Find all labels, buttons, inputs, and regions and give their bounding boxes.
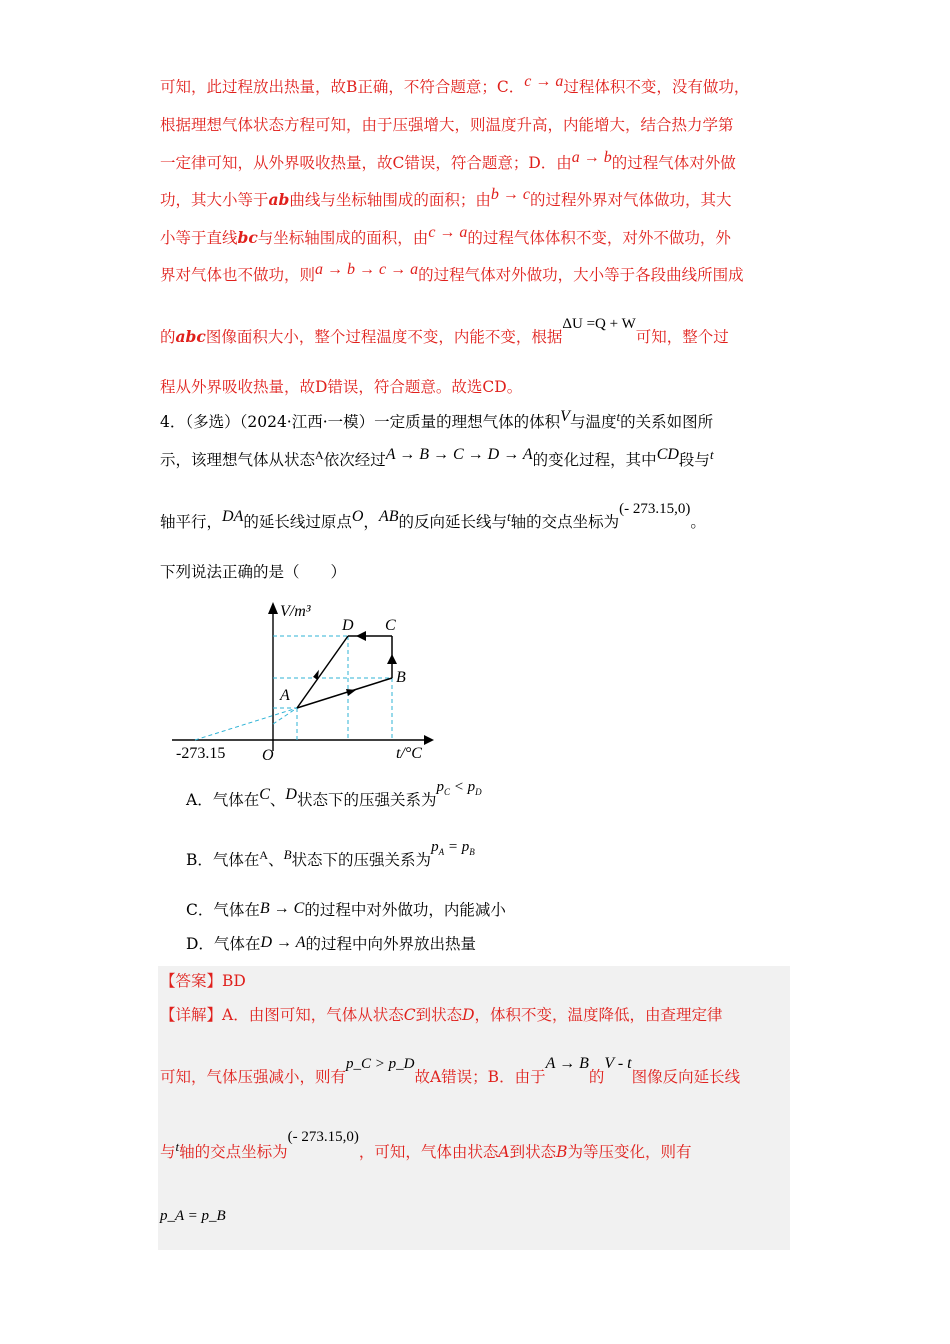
prev-line-8: 程从外界吸收热量，故D错误，符合题意。故选CD。 <box>160 378 523 396</box>
prev-line-5: 小等于直线bc与坐标轴围成的面积，由c → a的过程气体体积不变，对外不做功，外 <box>160 224 731 247</box>
question-line-3: 轴平行，DA的延长线过原点O，AB的反向延长线与$^t$轴的交点坐标为(- 273.15,0)。 <box>160 501 706 531</box>
question-line-2: 示，该理想气体从状态$^A$依次经过A → B → C → D → A的变化过程，其中CD段与$^t$ <box>160 446 714 469</box>
explain-line-3: 与$^t$轴的交点坐标为(- 273.15,0)，可知，气体由状态A到状态B为等压变化，则有 <box>160 1129 692 1161</box>
process-a-b <box>297 678 392 708</box>
option-a[interactable]: A．气体在C、D状态下的压强关系为$p_C < p_D$ <box>186 779 482 809</box>
question-line-4: 下列说法正确的是（ ） <box>160 563 347 581</box>
prev-line-2: 根据理想气体状态方程可知，由于压强增大，则温度升高，内能增大，结合热力学第 <box>160 116 734 134</box>
math-a-to-b: a → b <box>571 149 612 166</box>
explain-line-4 <box>160 1204 226 1227</box>
label-d: D <box>342 617 354 634</box>
math-intercept-coord: (- 273.15,0) <box>619 501 691 517</box>
math-c-to-a-2: c → a <box>428 224 468 241</box>
explain-line-1: 【详解】A．由图可知，气体从状态C到状态D，体积不变，温度降低，由查理定律 <box>160 1006 723 1024</box>
option-d[interactable]: D．气体在D → A的过程中向外界放出热量 <box>186 934 476 953</box>
prev-line-4: 功，其大小等于ab曲线与坐标轴围成的面积；由b → c的过程外界对气体做功，其大 <box>160 186 732 209</box>
prev-line-3: 一定律可知，从外界吸收热量，故C错误，符合题意；D．由a → b的过程气体对外做 <box>160 149 736 172</box>
math-pa-eq-pb: p_A = p_B <box>160 1208 226 1224</box>
neg-tick-label: -273.15 <box>176 745 226 762</box>
origin-label: O <box>262 747 274 764</box>
math-intercept-coord-2: (- 273.15,0) <box>287 1129 359 1145</box>
v-t-graph <box>170 596 440 766</box>
answer-label: 【答案】 <box>160 972 223 990</box>
y-axis-label: V/m³ <box>280 603 311 620</box>
answer-line <box>160 970 246 992</box>
math-cycle: a → b → c → a <box>315 261 419 278</box>
label-c: C <box>385 617 396 634</box>
math-b-to-c: b → c <box>490 186 531 203</box>
prev-line-7: 的abc图像面积大小，整个过程温度不变，内能不变，根据ΔU =Q + W可知，整个过 <box>160 316 729 346</box>
prev-line-1: 可知，此过程放出热量，故B正确，不符合题意；C．c → a过程体积不变，没有做功， <box>160 73 750 96</box>
option-b[interactable]: B．气体在$^A$、$^B$状态下的压强关系为$p_A = p_B$ <box>186 839 475 869</box>
prev-line-6: 界对气体也不做功，则a → b → c → a的过程气体对外做功，大小等于各段曲线所围成 <box>160 261 744 284</box>
answer-value: BD <box>222 972 246 990</box>
process-d-a <box>297 636 348 708</box>
explain-line-2: 可知，气体压强减小，则有p_C > p_D故A错误；B．由于A → B的V - t图像反向延长线 <box>160 1055 741 1086</box>
math-first-law: ΔU =Q + W <box>562 316 636 332</box>
question-line-1: 4．（多选）（2024·江西·一模）一定质量的理想气体的体积V与温度$^t$的关系如图所 <box>160 408 714 431</box>
label-a: A <box>280 687 290 704</box>
math-c-to-a: c → a <box>524 73 564 90</box>
explain-label: 【详解】 <box>160 1006 223 1024</box>
math-pc-gt-pd: p_C > p_D <box>346 1056 415 1072</box>
x-axis-label: t/°C <box>396 745 422 762</box>
math-process-chain: A → B → C → D → A <box>385 446 533 463</box>
option-c[interactable]: C．气体在B → C的过程中对外做功，内能减小 <box>186 900 506 919</box>
label-b: B <box>396 669 406 686</box>
